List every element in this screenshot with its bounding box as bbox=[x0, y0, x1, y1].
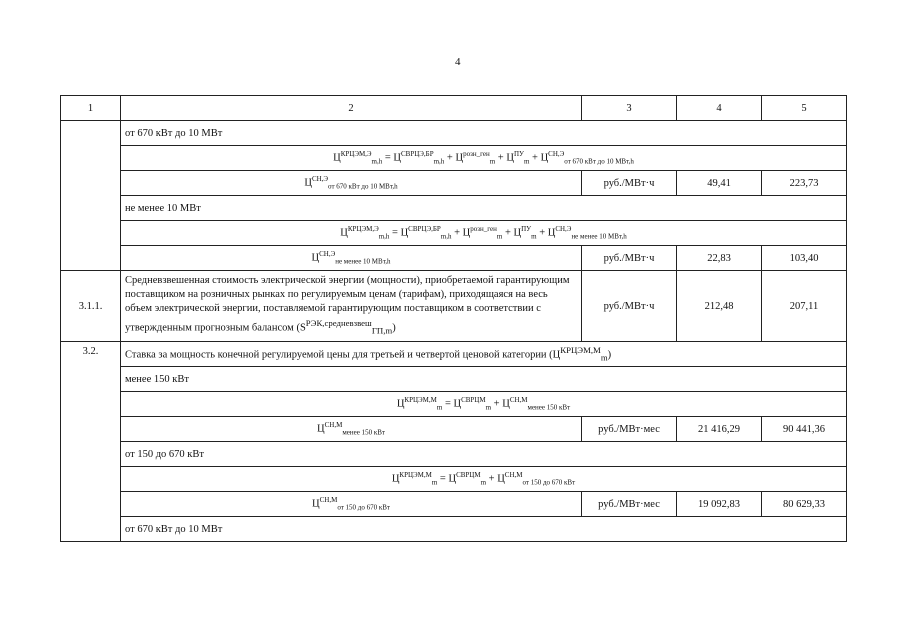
section-title: Ставка за мощность конечной регулируемой цены для третьей и четвертой ценовой категории $(Ц^{КРЦЭМ,М}_m)$ bbox=[121, 342, 847, 367]
value-col-4: 22,83 bbox=[677, 246, 762, 271]
value-col-5: 207,11 bbox=[762, 271, 847, 342]
value-col-4: 49,41 bbox=[677, 171, 762, 196]
formula-cell: $Ц^{КРЦЭМ,М}_m = Ц^{СВРЦМ}_m + Ц^{СН,М}_{менее 150 кВт}$ bbox=[121, 392, 847, 417]
tariff-table bbox=[60, 95, 847, 542]
header-col-3: 3 bbox=[582, 96, 677, 121]
value-col-4: 21 416,29 bbox=[677, 417, 762, 442]
tariff-symbol: $Ц^{СН,М}_{от 150 до 670 кВт}$ bbox=[121, 492, 582, 517]
table-row bbox=[61, 417, 847, 442]
table-row bbox=[61, 146, 847, 171]
num-cell-empty bbox=[61, 121, 121, 271]
table-row bbox=[61, 246, 847, 271]
header-row bbox=[61, 96, 847, 121]
section-label: от 670 кВт до 10 МВт bbox=[121, 517, 847, 542]
unit-cell: руб./МВт·мес bbox=[582, 492, 677, 517]
header-col-2: 2 bbox=[121, 96, 582, 121]
formula-cell: $Ц^{КРЦЭМ,М}_m = Ц^{СВРЦМ}_m + Ц^{СН,М}_{от 150 до 670 кВт}$ bbox=[121, 467, 847, 492]
value-col-5: 223,73 bbox=[762, 171, 847, 196]
page-number: 4 bbox=[455, 56, 461, 68]
table-row bbox=[61, 492, 847, 517]
tariff-symbol: $Ц^{СН,М}_{менее 150 кВт}$ bbox=[121, 417, 582, 442]
row-number: 3.2. bbox=[61, 342, 121, 542]
formula-cell: $Ц^{КРЦЭМ,Э}_{m,h} = Ц^{СВРЦЭ,БР}_{m,h} + Ц^{розн\_ген}_m + Ц^{ПУ}_m + Ц^{СН,Э}_{от 670 кВт до 10 МВт,h}$ bbox=[121, 146, 847, 171]
value-col-4: 212,48 bbox=[677, 271, 762, 342]
table-row bbox=[61, 221, 847, 246]
table-row bbox=[61, 121, 847, 146]
unit-cell: руб./МВт·ч bbox=[582, 271, 677, 342]
table-row bbox=[61, 171, 847, 196]
section-label: от 670 кВт до 10 МВт bbox=[121, 121, 847, 146]
table-row bbox=[61, 196, 847, 221]
tariff-symbol: $Ц^{СН,Э}_{не менее 10 МВт,h}$ bbox=[121, 246, 582, 271]
row-number: 3.1.1. bbox=[61, 271, 121, 342]
unit-cell: руб./МВт·ч bbox=[582, 171, 677, 196]
value-col-5: 103,40 bbox=[762, 246, 847, 271]
table-row bbox=[61, 392, 847, 417]
value-col-5: 80 629,33 bbox=[762, 492, 847, 517]
tariff-symbol: $Ц^{СН,Э}_{от 670 кВт до 10 МВт,h}$ bbox=[121, 171, 582, 196]
unit-cell: руб./МВт·мес bbox=[582, 417, 677, 442]
table-row bbox=[61, 342, 847, 367]
section-label: от 150 до 670 кВт bbox=[121, 442, 847, 467]
formula-cell: $Ц^{КРЦЭМ,Э}_{m,h} = Ц^{СВРЦЭ,БР}_{m,h} + Ц^{розн\_ген}_m + Ц^{ПУ}_m + Ц^{СН,Э}_{не менее 10 МВт,h}$ bbox=[121, 221, 847, 246]
table-row bbox=[61, 467, 847, 492]
value-col-5: 90 441,36 bbox=[762, 417, 847, 442]
unit-cell: руб./МВт·ч bbox=[582, 246, 677, 271]
table-row bbox=[61, 517, 847, 542]
header-col-4: 4 bbox=[677, 96, 762, 121]
table-row bbox=[61, 367, 847, 392]
table-row bbox=[61, 271, 847, 342]
header-col-1: 1 bbox=[61, 96, 121, 121]
value-col-4: 19 092,83 bbox=[677, 492, 762, 517]
header-col-5: 5 bbox=[762, 96, 847, 121]
description-cell: Средневзвешенная стоимость электрической энергии (мощности), приобретаемой гарантирующим поставщиком на розничных рынках по регулируемым ценам (тарифам), приходящаяся на весь объем электрической энергии, поставляемой гарантирующим поставщиком в соответствии с утвержденным прогнозным балансом $(S^{РЭК,средневзвеш}_{ГП,m})$ bbox=[121, 271, 582, 342]
table-row bbox=[61, 442, 847, 467]
section-label: менее 150 кВт bbox=[121, 367, 847, 392]
section-label: не менее 10 МВт bbox=[121, 196, 847, 221]
